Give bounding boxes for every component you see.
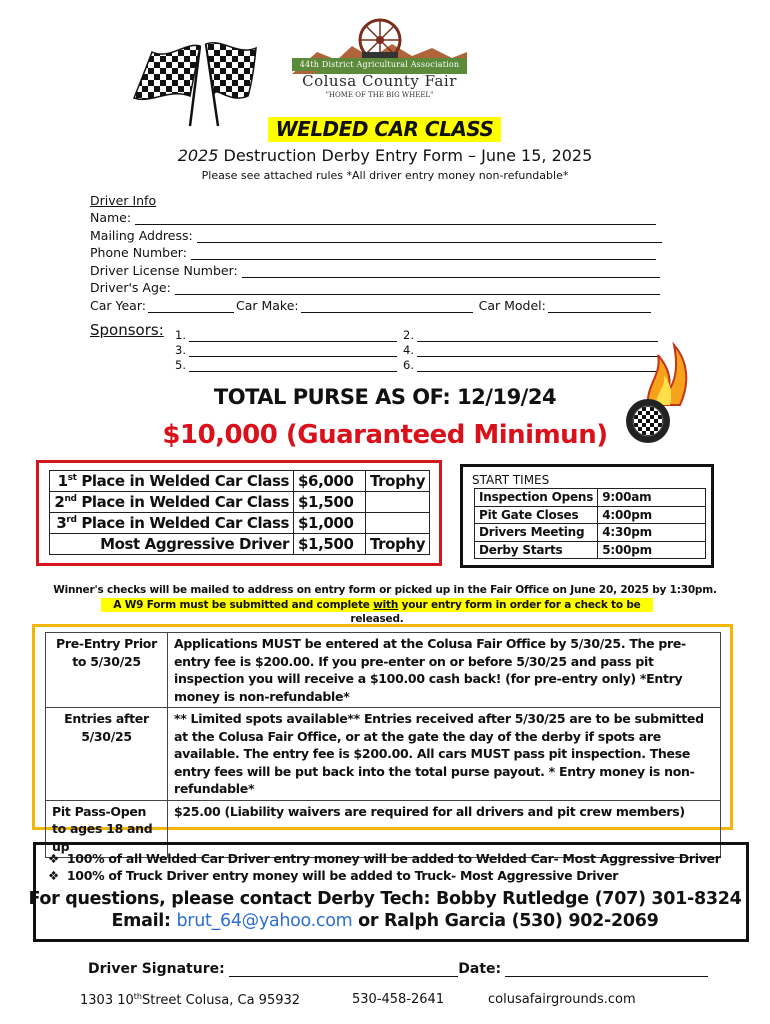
entry-rules-table xyxy=(45,632,721,858)
entry-rule-text: Applications MUST be entered at the Colusa Fair Office by 5/30/25. The pre-entry fee is $200.00. If you pre-enter on or before 5/30/25 and pass pit inspection you will receive a $100.00 cash back! (for pre-entry only) *Entry money is non-refundable* xyxy=(168,633,721,708)
prize-row xyxy=(50,534,430,555)
start-times-table xyxy=(474,488,706,559)
prize-row xyxy=(50,492,430,513)
signature-label: Driver Signature: xyxy=(88,961,225,977)
subtitle-year: 2025 xyxy=(177,146,219,165)
refund-note: Please see attached rules *All driver entry money non-refundable* xyxy=(201,169,569,182)
w9-text: A W9 Form must be submitted and complete xyxy=(113,599,374,611)
car-make-label: Car Make: xyxy=(235,297,299,313)
checkered-flags-icon xyxy=(130,38,260,128)
contact-line-2 xyxy=(0,911,770,931)
bullet-text: 100% of all Welded Car Driver entry money will be added to Welded Car- Most Aggressive Driver xyxy=(66,851,721,866)
email-link[interactable]: brut_64@yahoo.com xyxy=(176,911,353,931)
bullet-item xyxy=(48,851,721,866)
prize-money: $1,000 xyxy=(294,513,366,534)
car-year-field[interactable] xyxy=(148,301,234,313)
event-name: Pit Gate Closes xyxy=(475,506,598,524)
sponsors-label: Sponsors: xyxy=(90,321,164,339)
date-field[interactable] xyxy=(505,964,708,977)
prize-row xyxy=(50,471,430,492)
place-label: Most Aggressive Driver xyxy=(100,535,289,553)
prize-money: $1,500 xyxy=(294,492,366,513)
prize-trophy xyxy=(366,492,430,513)
age-label: Driver's Age: xyxy=(90,280,171,295)
name-field[interactable] xyxy=(135,213,656,225)
start-time-row xyxy=(475,506,706,524)
sponsor-field[interactable] xyxy=(189,361,397,372)
event-time: 5:00pm xyxy=(598,541,706,559)
sponsor-num: 4. xyxy=(403,343,414,357)
page-title: WELDED CAR CLASS xyxy=(275,117,494,141)
footer xyxy=(80,992,700,1008)
place-label: Place in Welded Car Class xyxy=(76,514,289,532)
address-number: 1303 10 xyxy=(80,993,134,1009)
footer-website[interactable]: colusafairgrounds.com xyxy=(488,992,636,1007)
car-model-label: Car Model: xyxy=(478,297,546,313)
entry-rule-label: Pit Pass-Open to ages 18 and up xyxy=(46,800,168,858)
address-field[interactable] xyxy=(197,231,662,243)
sponsor-num: 5. xyxy=(175,358,186,372)
bullet-text: 100% of Truck Driver entry money will be added to Truck- Most Aggressive Driver xyxy=(66,868,619,883)
sponsor-num: 6. xyxy=(403,358,414,372)
subtitle xyxy=(0,146,770,165)
email-label: Email: xyxy=(111,911,171,931)
prize-row xyxy=(50,513,430,534)
entry-rule-row xyxy=(46,708,721,801)
place-num: 1 xyxy=(57,472,68,490)
w9-emphasis: with xyxy=(373,599,399,611)
phone-label: Phone Number: xyxy=(90,245,187,260)
contact-rest: or Ralph Garcia (530) 902-2069 xyxy=(352,911,659,931)
place-label: Place in Welded Car Class xyxy=(76,472,289,490)
name-label: Name: xyxy=(90,210,132,225)
date-label: Date: xyxy=(458,961,502,977)
phone-field[interactable] xyxy=(191,248,656,260)
address-label: Mailing Address: xyxy=(90,227,193,243)
sponsor-field[interactable] xyxy=(189,346,397,357)
place-num: 2 xyxy=(54,493,65,511)
entry-rule-text: $25.00 (Liability waivers are required for all drivers and pit crew members) xyxy=(168,800,721,858)
prize-trophy: Trophy xyxy=(366,534,430,555)
diamond-bullet-icon: ❖ xyxy=(48,851,59,866)
place-sup: nd xyxy=(64,494,77,504)
license-field[interactable] xyxy=(242,266,660,278)
event-time: 9:00am xyxy=(598,489,706,507)
event-time: 4:00pm xyxy=(598,506,706,524)
w9-text: your entry form in order for a check to be released. xyxy=(350,599,641,625)
subtitle-text: Destruction Derby Entry Form – June 15, 2025 xyxy=(223,146,593,165)
age-field[interactable] xyxy=(175,283,660,295)
sponsor-num: 3. xyxy=(175,343,186,357)
logo-name: Colusa County Fair xyxy=(302,72,457,90)
sponsor-num: 1. xyxy=(175,328,186,342)
purse-amount: $10,000 (Guaranteed Minimun) xyxy=(162,420,608,450)
start-time-row xyxy=(475,489,706,507)
car-make-field[interactable] xyxy=(301,301,473,313)
place-sup: st xyxy=(67,473,77,483)
prize-money: $6,000 xyxy=(294,471,366,492)
prize-table xyxy=(49,470,430,555)
footer-address xyxy=(80,992,352,1008)
event-name: Drivers Meeting xyxy=(475,524,598,542)
driver-info-section xyxy=(90,190,670,313)
event-name: Derby Starts xyxy=(475,541,598,559)
prize-money: $1,500 xyxy=(294,534,366,555)
footer-phone: 530-458-2641 xyxy=(352,992,445,1007)
prize-trophy: Trophy xyxy=(366,471,430,492)
start-times-label: START TIMES xyxy=(472,473,550,487)
address-rest: Street Colusa, Ca 95932 xyxy=(141,993,301,1009)
purse-title: TOTAL PURSE AS OF: 12/19/24 xyxy=(213,385,557,409)
signature-row xyxy=(88,961,708,977)
entry-rule-label: Entries after 5/30/25 xyxy=(46,708,168,801)
event-time: 4:30pm xyxy=(598,524,706,542)
car-model-field[interactable] xyxy=(548,301,651,313)
place-num: 3 xyxy=(56,514,67,532)
contact-line-1: For questions, please contact Derby Tech: Bobby Rutledge (707) 301-8324 xyxy=(28,889,742,909)
place-label: Place in Welded Car Class xyxy=(76,493,289,511)
start-time-row xyxy=(475,524,706,542)
entry-rule-row xyxy=(46,633,721,708)
sponsor-lines xyxy=(175,327,660,372)
entry-rule-label: Pre-Entry Prior to 5/30/25 xyxy=(46,633,168,708)
w9-note xyxy=(101,598,653,625)
sponsor-field[interactable] xyxy=(189,331,397,342)
start-time-row xyxy=(475,541,706,559)
signature-field[interactable] xyxy=(229,964,459,977)
prize-trophy xyxy=(366,513,430,534)
entry-rule-text: ** Limited spots available** Entries received after 5/30/25 are to be submitted at the Colusa Fair Office, or at the gate the day of the derby if spots are available. The entry fee is $200.00. All cars MUST pass pit inspection. These entry fees will be put back into the total purse payout. * Entry money is non-refundable* xyxy=(168,708,721,801)
logo-banner: 44th District Agricultural Association xyxy=(292,58,467,71)
logo-tagline: "HOME OF THE BIG WHEEL" xyxy=(325,91,434,99)
bullet-item xyxy=(48,868,618,883)
driver-info-heading: Driver Info xyxy=(90,192,157,208)
event-name: Inspection Opens xyxy=(475,489,598,507)
diamond-bullet-icon: ❖ xyxy=(48,868,59,883)
car-year-label: Car Year: xyxy=(90,297,146,313)
license-label: Driver License Number: xyxy=(90,262,238,278)
place-sup: rd xyxy=(66,515,77,525)
sponsor-num: 2. xyxy=(403,328,414,342)
address-sup: th xyxy=(133,992,142,1001)
winner-check-note: Winner's checks will be mailed to address on entry form or picked up in the Fair Office on June 20, 2025 by 1:30pm. xyxy=(53,584,717,596)
